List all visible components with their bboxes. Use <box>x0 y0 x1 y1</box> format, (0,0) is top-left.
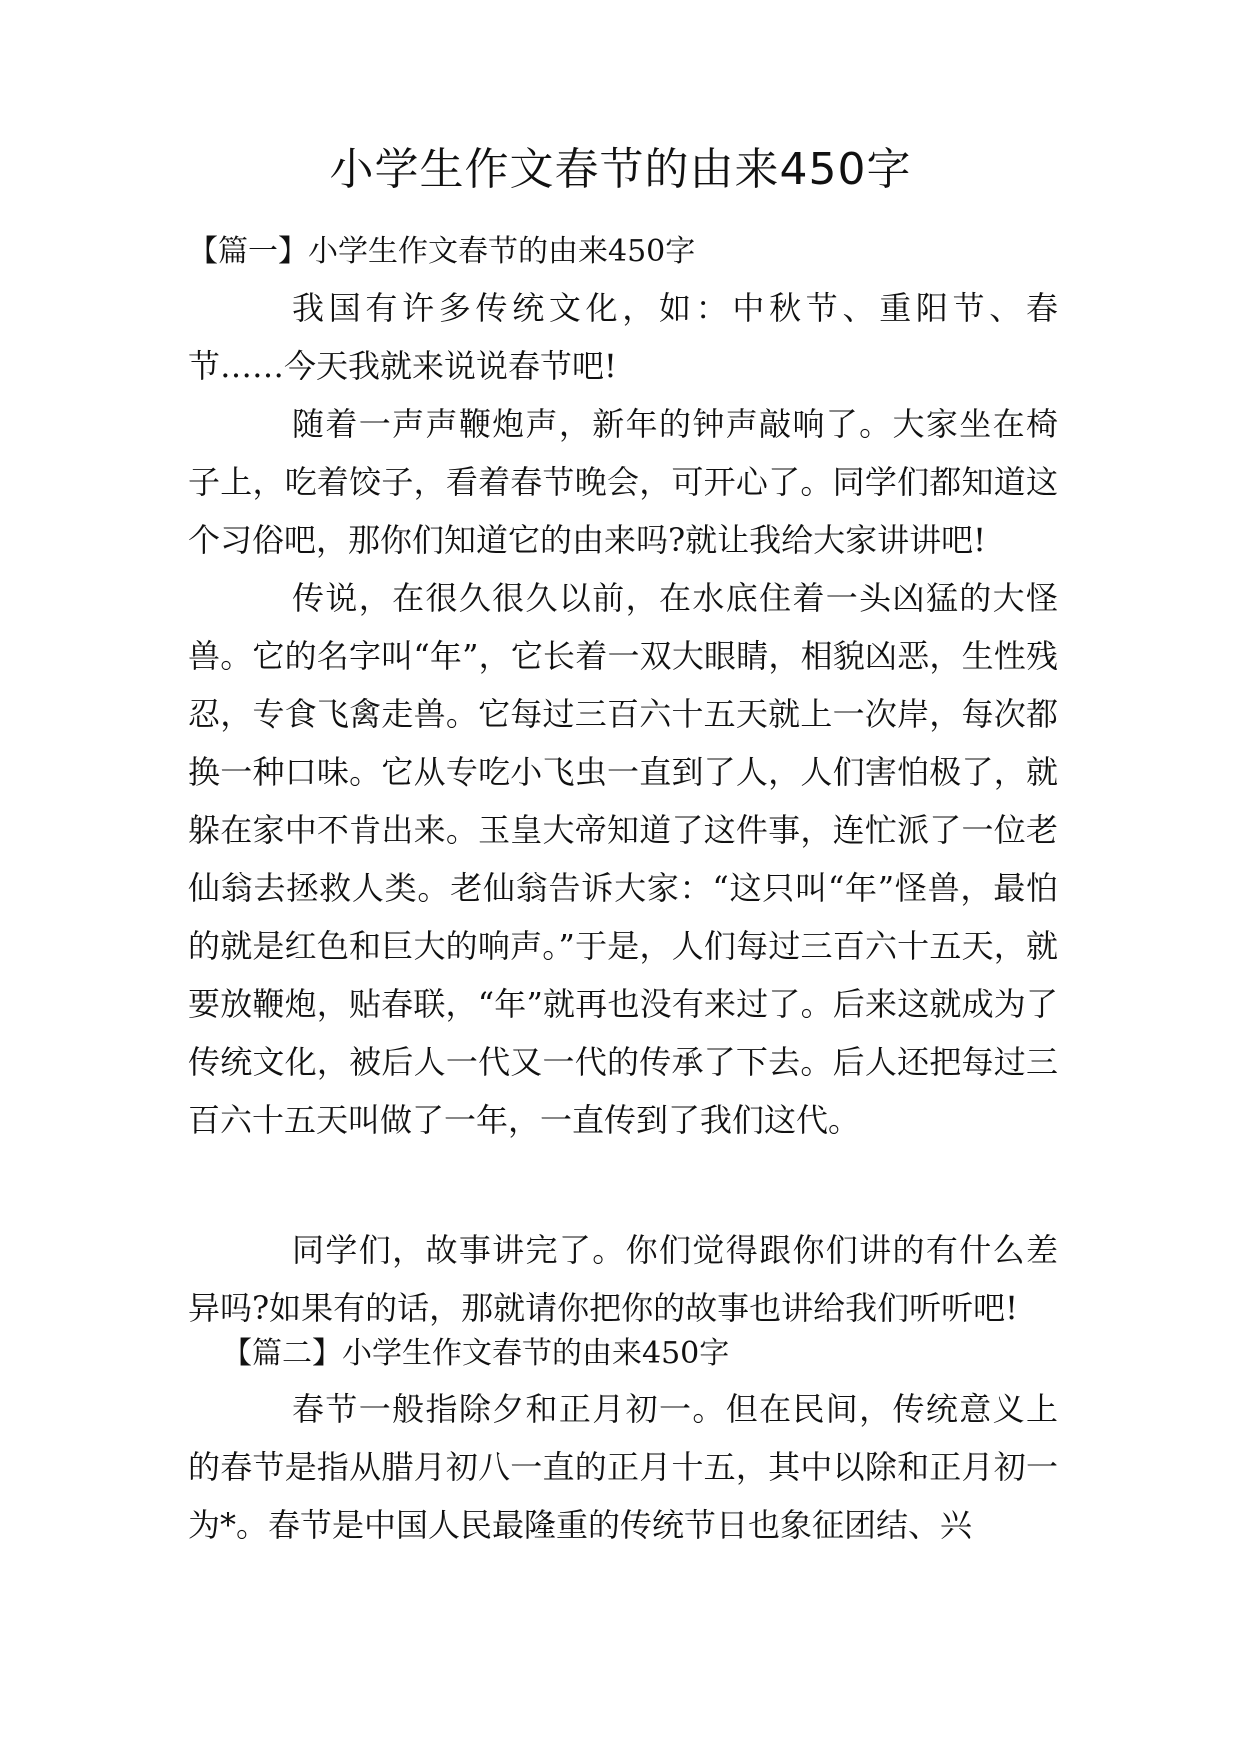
section-1-heading: 【篇一】小学生作文春节的由来450字 <box>188 234 696 269</box>
section-1-paragraph-3: 传说，在很久很久以前，在水底住着一头凶猛的大怪兽。它的名字叫“年”，它长着一双大眼睛，相貌凶恶，生性残忍，专食飞禽走兽。它每过三百六十五天就上一次岸，每次都换一种口味。它从专吃小飞虫一直到了人，人们害怕极了，就躲在家中不肯出来。玉皇大帝知道了这件事，连忙派了一位老仙翁去拯救人类。老仙翁告诉大家：“这只叫“年”怪兽，最怕的就是红色和巨大的响声。”于是，人们每过三百六十五天，就要放鞭炮，贴春联，“年”就再也没有来过了。后来这就成为了传统文化，被后人一代又一代的传承了下去。后人还把每过三百六十五天叫做了一年，一直传到了我们这代。 <box>188 579 1058 1139</box>
section-1-paragraph-1: 我国有许多传统文化，如：中秋节、重阳节、春节……今天我就来说说春节吧! <box>188 289 1058 385</box>
section-2-paragraph-1: 春节一般指除夕和正月初一。但在民间，传统意义上的春节是指从腊月初八一直的正月十五，其中以除和正月初一为*。春节是中国人民最隆重的传统节日也象征团结、兴 <box>188 1390 1058 1544</box>
section-1-paragraph-2: 随着一声声鞭炮声，新年的钟声敲响了。大家坐在椅子上，吃着饺子，看着春节晚会，可开心了。同学们都知道这个习俗吧，那你们知道它的由来吗?就让我给大家讲讲吧! <box>188 405 1058 559</box>
document-title: 小学生作文春节的由来450字 <box>329 144 912 195</box>
section-1-paragraph-4: 同学们，故事讲完了。你们觉得跟你们讲的有什么差异吗?如果有的话，那就请你把你的故事也讲给我们听听吧! <box>188 1231 1058 1327</box>
section-2-heading: 【篇二】小学生作文春节的由来450字 <box>222 1336 730 1371</box>
